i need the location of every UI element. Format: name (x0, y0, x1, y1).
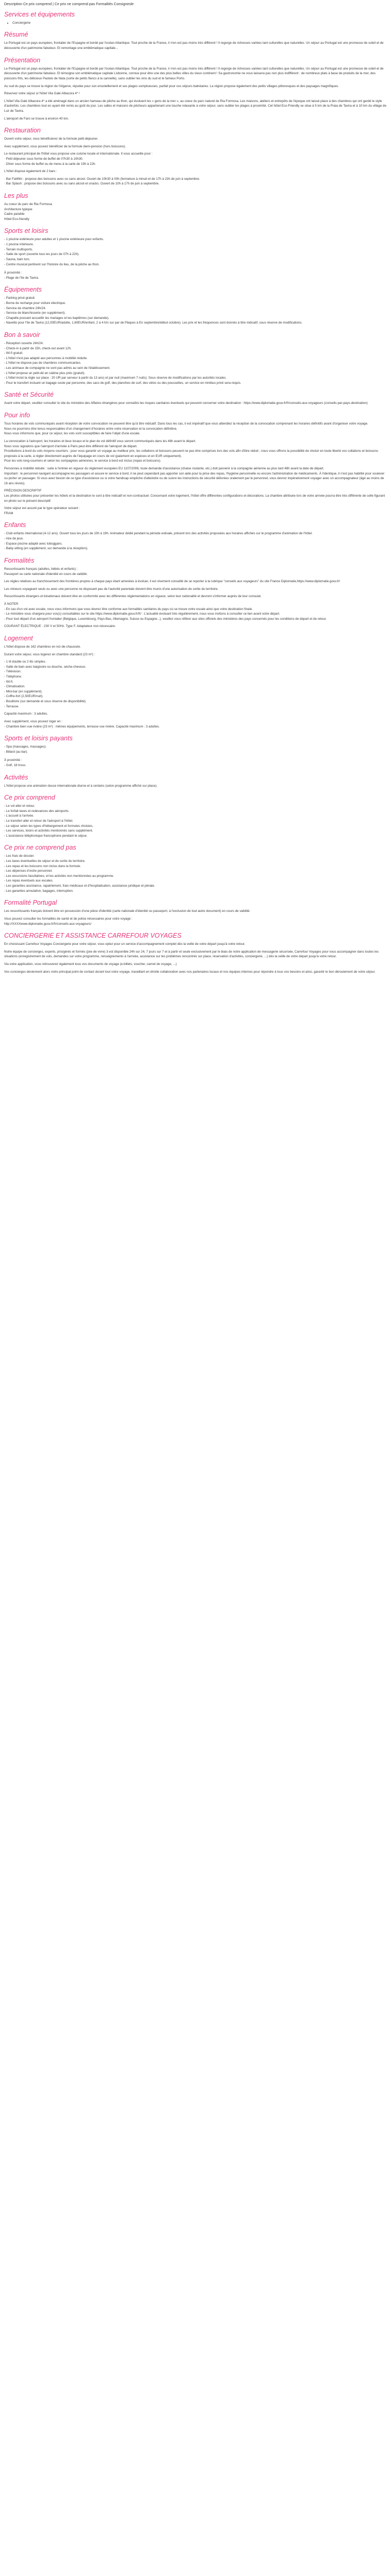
section-prix-comprend (4, 794, 387, 838)
prix-comprend-line: - Le vol aller et retour. (4, 804, 35, 808)
sports-line: - Terrain multisports. (4, 247, 33, 251)
prix-comprend-line: - L'accueil à l'arrivée. (4, 814, 34, 818)
sports-nearby-line: - Plage de l'île de Tavira. (4, 276, 39, 280)
presentation-text: Au sud du pays se trouve la région de l'Algarve, réputée pour son ensoleillement et ses plages somptueuses, parfait pour vos séjours balnéaires. La région propose également des petits villages pittoresques et des paysages magnifiques. (4, 84, 339, 88)
formalites-text: COURANT ÉLECTRIQUE : 230 V et 50Hz. Type F. Adaptateur non nécessaire. (4, 624, 116, 629)
section-enfants (4, 521, 387, 551)
section-equipements (4, 286, 387, 326)
pour-info-text: Tous horaires de vols communiqués avant réception de votre convocation ne peuvent être qu'à titre indicatif. Dans tous les cas, il est impératif que vous attendiez la réception de la convocation comprenant les horaires définitifs avant d'organiser votre voyage. Nous ne pourrions être tenus responsables d'un changement d'horaires entre votre réservation et la convocation définitive. Nous vous informons que, pour ce séjour, les vols sont susceptibles de faire l'objet d'une escale. (4, 422, 368, 436)
section-resume (4, 31, 387, 50)
section-logement (4, 635, 387, 729)
plus-line: Architecture typique (4, 207, 32, 211)
bon-a-savoir-line: - L'hôtel inclut la règle sur place : 20 UR par serveur à partir du 13 ans) et par nuit (maximum 7 nuits). Sous réserve de modifications par les autorités locales. (4, 376, 227, 380)
heading-prix-ne-comprend: Ce prix ne comprend pas (4, 844, 76, 852)
equipements-line: - Parking privé gratuit. (4, 296, 36, 300)
section-sports-payants (4, 735, 387, 768)
equipements-line: - Service de chambre 24h/24. (4, 306, 46, 310)
prix-comprend-line: - L'assistance téléphonique francophone pendant le séjour. (4, 834, 88, 838)
formalites-text: Les mineurs voyageant seuls ou avec une personne ne disposant pas de l'autorité parentale doivent être munis d'une autorisation de sortie du territoire. (4, 587, 219, 591)
pour-info-text: Votre séjour est assuré par le type opérateur suivant : FRAM (4, 506, 80, 515)
heading-formalites: Formalités (4, 556, 35, 564)
sports-payants-line: - Spa (massages, massages). (4, 745, 47, 749)
prix-comprend-line: - Le forfait taxes et redevances des aéroports. (4, 809, 70, 813)
section-activites (4, 774, 387, 789)
conciergerie-text: Notre équipe de concierges, experts, pris/gérés et formés (joie de vivre) 3 est disponible 24h sur 24, 7 jours sur 7 et à partir et seule exclusivement par le biais de notre application de messagerie sécurisée, Carrefour Voyages pour vous accompagner dans toutes les situations (enregistrement de vols, demandes sur votre programme, renseignements à l'arrivée, assistance sur les problèmes rencontrés sur place, réservation d'activités, conciergerie, ...) dès la veille de votre départ jusqu'à votre retour. (4, 950, 379, 959)
prix-ne-comprend-line: - Les dépenses d'ordre personnel. (4, 869, 53, 873)
equipements-line: - Service de blanchisserie (en supplément). (4, 311, 66, 315)
prix-comprend-line: - Le transfert aller et retour de l'aéroport à l'hôtel. (4, 819, 73, 823)
restauration-text: · Bar Fabfilm : propose des boissons avec ou sans alcool. Ouvert de 10h30 à 00h (fermeture à minuit et de 17h à 23h de juin à septembre. · Bar Splash : propose des boissons avec ou sans alcool et snacks. Ouvert de 10h à 17h de juin à septembre. (4, 177, 200, 186)
bon-a-savoir-line: - L'hôtel propose un petit-dé en cabine plus près (gratuit). (4, 371, 85, 375)
heading-services: Services et équipements (4, 10, 75, 18)
prix-ne-comprend-line: - Les garanties assistance, rapatriement, frais médicaux et d'hospitalisation, assistance juridique et pénale. (4, 884, 155, 888)
heading-presentation: Présentation (4, 56, 41, 64)
formalite-portugal-text: Les ressortissants français doivent être en possession d'une pièce d'identité (carte nationale d'identité ou passeport, à l'exclusion de tout autre document) en cours de validité. (4, 909, 251, 913)
restauration-text: L'hôtel dispose également de 2 bars : (4, 170, 57, 174)
logement-text: Capacité maximum : 3 adultes. (4, 712, 48, 716)
prix-ne-comprend-line: - Les garanties annulation, bagages, interruption. (4, 889, 74, 893)
prix-ne-comprend-line: - Les repas éventuels aux escales. (4, 879, 54, 883)
services-list (4, 21, 387, 26)
sante-text: Avant votre départ, veuillez consulter le site du ministère des Affaires étrangères pour connaître les risques sanitaires éventuels qui peuvent concerner votre destination : https://www.diplomatie.gouv.fr/fr/conseils-aux-voyageurs (conseils-par-pays-destination) (4, 401, 368, 405)
heading-formalite-portugal: Formalité Portugal (4, 899, 57, 907)
heading-prix-comprend: Ce prix comprend (4, 794, 55, 802)
prix-ne-comprend-line: - Les repas et les boissons non inclus dans la formule. (4, 864, 81, 868)
enfants-text: - Club enfants international (4-12 ans). Ouvert tous les jours de 10h à 19h. Animateur dédié pendant la période estivale, présent lors des activités proposées aux horaires affichés sur le programme d'animation de l'hôtel. - Aire de jeux. - Espace piscine adapté avec toboggans. - Baby-sitting (en supplément, sur demande à la réception). (4, 532, 313, 551)
section-sante (4, 391, 387, 406)
resume-text: Le Portugal est un pays européen, frontalier de l'Espagne et bordé par l'océan Atlantique. Tout proche de la France, il n'en est pas moins très différent ! Il regorge de richesses variées tant culturelles que naturelles. Un séjour au Portugal est une promesse de soleil et de découverte d'un patrimoine fabuleux. Et remontage une emblématique capitale... (4, 41, 384, 50)
section-plus (4, 192, 387, 222)
section-conciergerie (4, 932, 387, 974)
prix-comprend-line: - Le séjour selon les types d'hébergement et formules choisies. (4, 824, 93, 828)
list-item: • Conciergerie (12, 21, 387, 26)
heading-sports-payants: Sports et loisirs payants (4, 735, 73, 742)
activites-text: L'hôtel propose une animation douce internationale diurne et à certains (selon programme affiché sur place). (4, 784, 157, 788)
heading-conciergerie: CONCIERGERIE ET ASSISTANCE CARREFOUR VOYAGES (4, 932, 182, 940)
heading-enfants: Enfants (4, 521, 26, 529)
bon-a-savoir-line: - Les animaux de compagnie ne sont pas admis au sein de l'établissement. (4, 366, 110, 370)
sports-payants-nearby-label: À proximité : (4, 758, 22, 762)
heading-activites: Activités (4, 773, 28, 781)
plus-line: Au coeur du parc de Ria Formosa (4, 202, 52, 207)
prix-ne-comprend-line: - Les excursions facultatives, et les activités non mentionnées au programme. (4, 874, 114, 878)
page (0, 0, 391, 982)
formalite-portugal-text: Vous pouvez consulter les formalités de santé et de police nécessaires pour votre voyage : http://XXXXwww.diplomatie.gouv.fr/fr/conseils-aux-voyageurs/ (4, 917, 133, 926)
breadcrumb: Description Ce prix comprend | Ce prix ne comprend pas Formalités Consignesle (4, 3, 134, 6)
pour-info-text: Personnes à mobilité réduite : suite à l'entrée en vigueur du règlement européen EU 1107/2006, toute demande d'assistance (chaise roulante, etc.) doit parvenir à la compagnie aérienne au plus tard 48h avant la date de départ. Important : le personnel navigant accompagne les passagers et assure le service à bord, il ne peut cependant pas apporter son aide pour la prise des repas, l'hygiène personnelle ou encore l'administration de médicaments. À l'identique, il n'est pas habilité pour soulever ou porter un passager. Si vous avez besoin de ce type d'assistance ou si votre handicap empêche d'atteindre ou de suivre les instructions de sécurité délivrées oralement par le personnel, vous devrez impérativement voyager avec un accompagnateur (âgé au moins de 16 ans révolu). (4, 466, 385, 485)
presentation-text: L'hôtel Vila Galé Albacora 4* a été aménagé dans un ancien hameau de pêche au thon, qui évoluent les « gens de la mer », au coeur du parc naturel de Ria Formosa. Les maisons, ateliers et entrepôts de l'époque ont laissé place à des chambres qui ont gardé le style d'autrefois. Les chambres tout en ayant été remis au goût du jour. Les salles et maisons de pêcheurs appartenant une touche relaxante à votre séjour, sans oublier les plages à proximité. Cet hôtel Eco-Friendly se situe à 5 km de la Praia de Tavira et à 10 km du village de Luz de Tavira. (4, 99, 386, 113)
restauration-text: Avec supplément, vous pouvez bénéficier de la formule demi-pension (hors boissons). (4, 144, 126, 148)
equipements-line: - Chapelle pouvant accueillir les mariages et les baptêmes (sur demande). (4, 316, 109, 320)
section-presentation (4, 57, 387, 121)
heading-logement: Logement (4, 634, 33, 642)
conciergerie-text: Vos concierges deviennent alors votre principal point de contact durant tout votre voyage, travaillant en étroite collaboration avec nos partenaires locaux et nos équipes internes pour répondre à tous vos besoins et ainsi, garantir le bon déroulement de votre séjour. (4, 970, 376, 974)
bon-a-savoir-line: - Check-in à partir de 15h, check-out avant 12h. (4, 346, 72, 350)
presentation-text: Le Portugal est un pays européen, frontalier de l'Espagne et bordé par l'océan Atlantique. Tout proche de la France, il n'en est pas moins très différent ! Il regorge de richesses variées tant culturelles que naturelles. Un séjour au Portugal est une promesse de soleil et de découverte d'un patrimoine fabuleux. Et témoigne son emblématique capitale Lisbonne, connue pour être une des plus belles villes du vieux continent ! Sa gastronomie ne vous laissera pas non plus indifférent : de nombreux plats à base de produits de la mer, des poissons frits, les délicieux Pasteis de Nata (sorte de petits flancs à la cannelle), sans oublier les vins du sud et le fameux Porto. (4, 66, 384, 80)
presentation-text: L'aéroport de Faro se trouve à environ 40 km. (4, 116, 69, 121)
heading-restauration: Restauration (4, 127, 41, 134)
restauration-text: Ouvert votre séjour, vous bénéficierez de la formule petit-déjeuner. (4, 137, 99, 141)
heading-sante: Santé et Sécurité (4, 391, 54, 399)
sports-line: - 1 piscine extérieure pour adultes et 1 piscine extérieure pour enfants. (4, 238, 104, 242)
sports-nearby-label: À proximité : (4, 271, 22, 275)
formalites-text: À NOTER - En cas d'un vol avec escale, nous vous informons que vous devrez être conforme aux formalités sanitaires du pays où se trouve votre escale ainsi que votre destination finale. - Le ministère vous chargera pour vos(s) consultables sur le site https://www.diplomatie.gouv.fr/fr/ : L'actualité évoluant très régulièrement, nous vous invitons à consulter ce lien avant votre départ. - Pour tout départ d'un aéroport frontalier (Belgique, Luxembourg, Pays-Bas, Allemagne, Suisse ou Espagne...), veuillez vous référer aux sites officiels des ministères des pays concernés pour les conditions de départ et de retour. (4, 602, 327, 621)
heading-equipements: Équipements (4, 286, 42, 294)
bon-a-savoir-line: - Wi-fi gratuit. (4, 351, 23, 355)
heading-sports: Sports et loisirs (4, 227, 48, 235)
heading-plus: Les plus (4, 192, 28, 200)
plus-line: Cadre paisible (4, 212, 25, 216)
equipements-line: - Borne de recharge pour voiture électrique. (4, 301, 66, 305)
sports-line: - Salle de sport (ouverte tous les jours de 07h à 22h). (4, 252, 79, 257)
section-restauration (4, 127, 387, 187)
logement-text: Durant votre séjour, vous logerez en chambre standard (23 m²) : (4, 652, 95, 656)
formalites-text: Ressortissants étrangers et binationaux doivent être en conformité avec les différentes réglementations en vigueur, selon leur nationalité et devront s'informer auprès de leur consulat. (4, 595, 262, 599)
heading-bon-a-savoir: Bon à savoir (4, 331, 40, 338)
prix-ne-comprend-line: - Les taxes éventuelles de séjour et de sortie du territoire. (4, 859, 86, 863)
restauration-text: Le restaurant principal de l'hôtel vous propose une cuisine locale et internationale. Il vous accueille pour : · Petit déjeuner sous forme de buffet de 07h30 à 10h30. · Dîner sous forme de buffet ou de menu à la carte de 19h à 22h. (4, 152, 153, 166)
equipements-line: - Navette pour l'île de Tavira (12,00EUR/adulte, 1,60EUR/enfant, 2 à 4 h/n sur par de Pâques à En septembre/début octobre). Les prix et les fréquences sont donnés à titre indicatif, sous réserve de modifications. (4, 321, 303, 325)
formalites-text: Les règles relatives au franchissement des frontières propres à chaque pays étant amenées à évoluer, il est vivement conseillé de se reporter à la rubrique "conseils aux voyageurs" du site France Diplomatie,https://www.diplomatie.gouv.fr/ (4, 580, 340, 584)
section-formalites (4, 557, 387, 629)
logement-text: Avec supplément, vous pouvez loger en : - Chambre bien vue rivière (23 m²) : mêmes équipements, terrasse vue rivière. Capacité maximum : 3 adultes. (4, 719, 160, 728)
sports-line: - 1 piscine intérieure. (4, 243, 34, 247)
conciergerie-text: Via votre application, vous retrouverez également tous vos documents de voyage (e-billets, voucher, carnet de voyage, ...) (4, 962, 177, 966)
section-bon-a-savoir (4, 331, 387, 385)
conciergerie-text: En choisissant Carrefour Voyages Conciergerie pour votre séjour, vous optez pour un service d'accompagnement complet dès la veille de votre départ jusqu'à votre retour. (4, 942, 246, 946)
presentation-text: Réservez votre séjour à l'hôtel Vila Galé Albacora 4* ! (4, 92, 80, 96)
formalites-text: Ressortissants français (adultes, bébés et enfants) : Passeport ou carte nationale d'identité en cours de validité. (4, 567, 88, 576)
sports-line: - Sauna, bain turc. (4, 257, 30, 261)
pour-info-text: La convocation à l'aéroport, les horaires et lieux locaux et le plan de vol définitif vous seront communiqués dans les 48h avant le départ. Nous vous signalons que l'aéroport d'arrivée à Paris peut être différent de l'aéroport de départ. Prostitutions à bord du vols moyens courriers : pour vous garantir un voyage au meilleur prix, les collations et boissons peuvent ne pas être comprises lors des vols afin d'être réduit ; nous vous offrons la possibilité de choisir en toute liberté vos collations et boissons proposés à la carte, à régler directement auprès de l'équipage en cours de vol (paiement en espèces et en EUR uniquement). Pour les vols long-courriers et selon les compagnies aériennes, le service à bord est inclus (repas et boissons). (4, 439, 379, 463)
heading-resume: Résumé (4, 31, 28, 39)
logement-text: L'hôtel dispose de 162 chambres en rez-de-chaussée. (4, 645, 81, 649)
section-formalite-portugal (4, 899, 387, 926)
prix-comprend-line: - Les services, loisirs et activités mentionnés sans supplément. (4, 829, 93, 833)
section-pour-info (4, 412, 387, 516)
bon-a-savoir-line: - L'hôtel ne dispose pas de chambres communicantes. (4, 361, 82, 365)
sports-payants-line: - Billard (au bar). (4, 750, 28, 754)
bon-a-savoir-line: - L'hôtel n'est pas adapté aux personnes à mobilité réduite. (4, 356, 88, 360)
section-prix-ne-comprend (4, 844, 387, 893)
logement-text: - 1 lit double ou 2 lits simples. - Salle de bain avec baignoire ou douche, sèche-cheveux. - Télévision. - Téléphone. - Wi-fi. - Climatisation. - Mini-bar (en supplément). - Coffre-fort (2,50EUR/nuit). - Bouilloire (sur demande et sous réserve de disponibilité). - Terrasse. (4, 660, 87, 708)
bon-a-savoir-line: - Réception ouverte 24h/24. (4, 342, 44, 345)
pour-info-text: PRÉCISION DESCRIPTIF Les photos utilisées pour présenter les hôtels et la destination le sont à titre indicatif et non-contractuel. Concernant votre logement, l'hôtel offre différentes configurations et décorations. La chambre attribuée lors de votre arrivée pourra être très différente de celle figurant en photo sur le présent descriptif. (4, 489, 385, 503)
sports-payants-nearby-line: - Golf, 18 trous. (4, 763, 26, 767)
prix-ne-comprend-line: - Les frais de dossier. (4, 854, 35, 858)
sports-line: - Centre musical pertinent sur l'histoire du lieu, de la pêche au thon. (4, 262, 100, 266)
bon-a-savoir-line: - Pour le transfert incluant un bagage soute par personne, des sacs de golf, des planches de surf, des vélos ou des poussettes, un service en minibus privé sera requis. (4, 381, 241, 385)
section-services (4, 11, 387, 26)
section-sports (4, 227, 387, 280)
heading-pour-info: Pour info (4, 412, 30, 419)
plus-line: Hôtel Eco-friendly (4, 217, 29, 221)
